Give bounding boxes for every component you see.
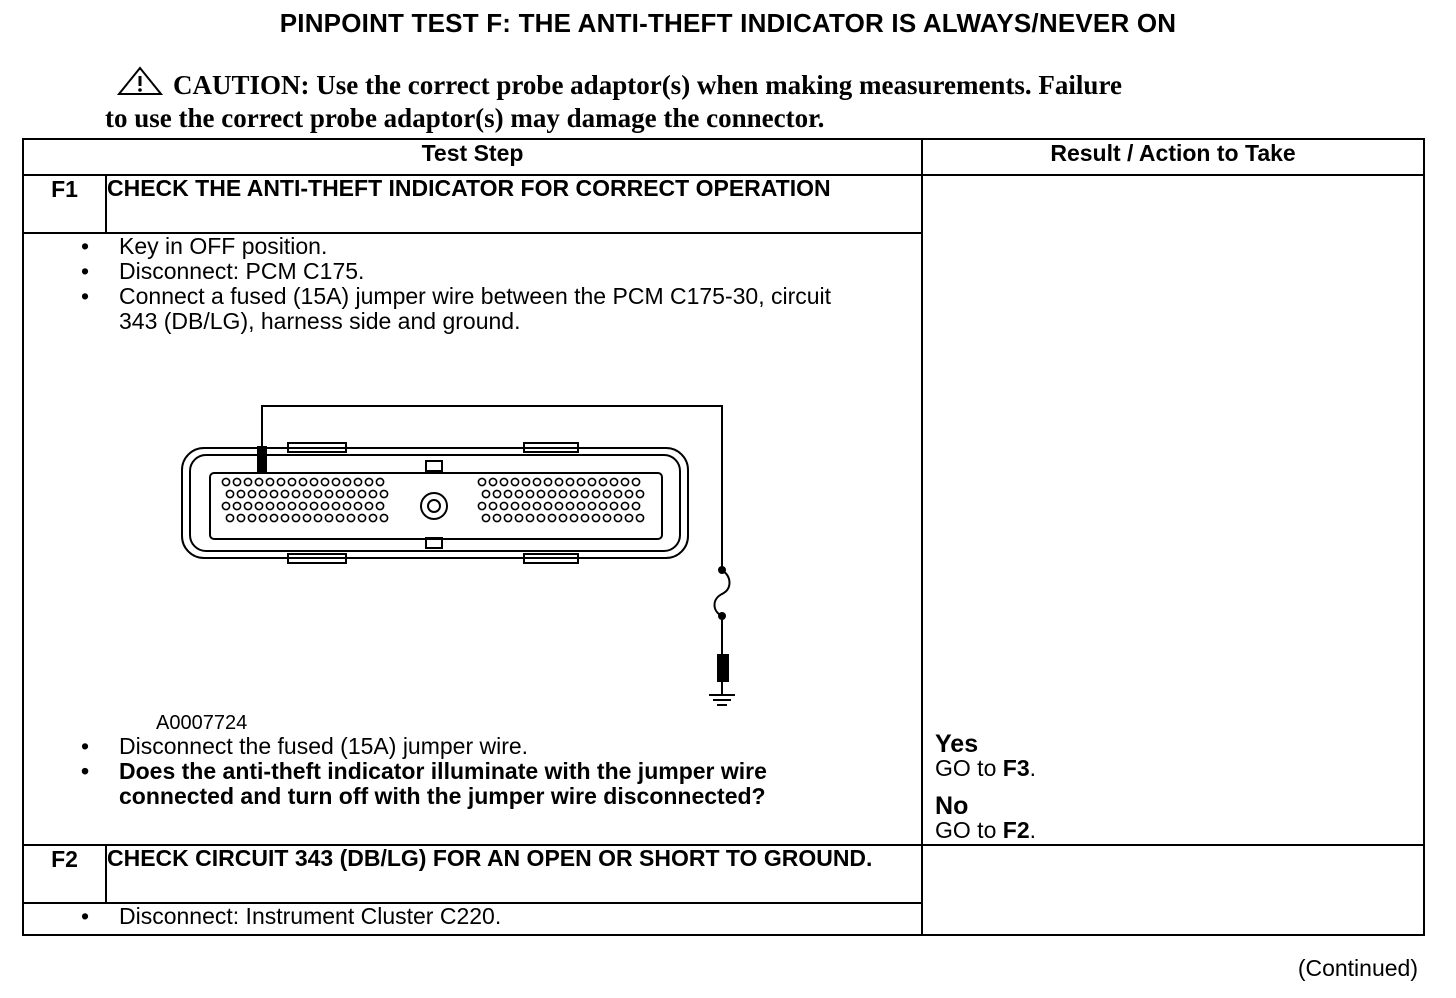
connector-pin (358, 514, 365, 521)
step-f2-title-row (23, 845, 1424, 903)
connector-pin (222, 502, 229, 509)
connector-pin (614, 514, 621, 521)
connector-pin (255, 502, 262, 509)
connector-pin (259, 490, 266, 497)
pinpoint-test-table (22, 138, 1425, 936)
connector-pin (588, 502, 595, 509)
connector-pin (369, 490, 376, 497)
connector-pin (599, 478, 606, 485)
step-instructions (24, 904, 921, 929)
connector-pin (248, 514, 255, 521)
connector-pin (292, 490, 299, 497)
connector-pin (277, 502, 284, 509)
connector-pin (548, 514, 555, 521)
result-no (935, 794, 1036, 842)
connector-pin (621, 502, 628, 509)
connector-pin (614, 490, 621, 497)
step-followup (24, 734, 921, 809)
step-f1-result (922, 175, 1424, 845)
connector-pin (237, 514, 244, 521)
connector-pin (533, 502, 540, 509)
continued-note: (Continued) (1297, 955, 1418, 981)
connector-pin (314, 490, 321, 497)
connector-pin (270, 514, 277, 521)
result-yes (935, 732, 1036, 780)
connector-pin (310, 502, 317, 509)
connector-pin (482, 514, 489, 521)
connector-pin (515, 514, 522, 521)
connector-pin (288, 478, 295, 485)
connector-pin (281, 514, 288, 521)
connector-pin (555, 478, 562, 485)
connector-pin (292, 514, 299, 521)
connector-pin (358, 490, 365, 497)
connector-pin (365, 478, 372, 485)
connector-pin (354, 478, 361, 485)
connector-pin (380, 514, 387, 521)
result-action: GO to F2. (935, 817, 1036, 843)
connector-pin (347, 514, 354, 521)
connector-pin (559, 490, 566, 497)
connector-pin (522, 478, 529, 485)
connector-pin (577, 478, 584, 485)
step-title: CHECK THE ANTI-THEFT INDICATOR FOR CORRECT OPERATION (106, 175, 922, 233)
connector-pin (504, 514, 511, 521)
connector-pin (566, 502, 573, 509)
connector-pin (555, 502, 562, 509)
connector-pin (493, 490, 500, 497)
connector-pin (321, 478, 328, 485)
connector-pin (504, 490, 511, 497)
connector-pin (325, 490, 332, 497)
connector-pin (244, 502, 251, 509)
result-answer: Yes (935, 730, 979, 758)
connector-pin (226, 490, 233, 497)
caution-line-1: Use the correct probe adaptor(s) when making measurements. Failure (316, 70, 1122, 100)
step-question: • Does the anti-theft indicator illuminate with the jumper wire connected and turn off with the jumper wire disconnected? (119, 759, 849, 809)
list-item: • Disconnect: PCM C175. (119, 259, 921, 284)
connector-pin (255, 478, 262, 485)
connector-pin (526, 514, 533, 521)
connector-jumper-svg (24, 334, 924, 734)
connector-pin (248, 490, 255, 497)
connector-pin (526, 490, 533, 497)
connector-pin (226, 514, 233, 521)
connector-pin (376, 478, 383, 485)
list-item: • Connect a fused (15A) jumper wire between the PCM C175-30, circuit 343 (DB/LG), harness side and ground. (119, 284, 849, 334)
connector-pin (237, 490, 244, 497)
connector-pin (259, 514, 266, 521)
pcm-connector-diagram (24, 334, 921, 734)
connector-pin (380, 490, 387, 497)
connector-pin (489, 478, 496, 485)
connector-pin (310, 478, 317, 485)
connector-pin (570, 490, 577, 497)
connector-pin (314, 514, 321, 521)
step-body (23, 903, 922, 935)
connector-pin (625, 514, 632, 521)
step-number: F1 (23, 175, 106, 233)
connector-pin (332, 502, 339, 509)
connector-pin (621, 478, 628, 485)
connector-pin (500, 478, 507, 485)
connector-pin (544, 478, 551, 485)
caution-line-2: to use the correct probe adaptor(s) may damage the connector. (105, 103, 825, 133)
connector-pin (270, 490, 277, 497)
connector-pin (277, 478, 284, 485)
connector-pin (625, 490, 632, 497)
connector-pin (336, 514, 343, 521)
caution-label: CAUTION: (173, 70, 310, 100)
connector-pin (636, 514, 643, 521)
result-action: GO to F3. (935, 755, 1036, 781)
figure-id: A0007724 (156, 712, 248, 734)
table-header-row (23, 139, 1424, 175)
step-body (23, 233, 922, 845)
step-instructions (24, 234, 921, 334)
connector-pin (581, 514, 588, 521)
connector-pin (537, 490, 544, 497)
connector-pin (281, 490, 288, 497)
connector-pin (493, 514, 500, 521)
connector-pin (288, 502, 295, 509)
connector-pin (566, 478, 573, 485)
connector-pin (299, 478, 306, 485)
header-test-step: Test Step (23, 139, 922, 175)
connector-pin (592, 490, 599, 497)
connector-pin (537, 514, 544, 521)
connector-pin (599, 502, 606, 509)
connector-pin (369, 514, 376, 521)
connector-pin (343, 478, 350, 485)
connector-pin (376, 502, 383, 509)
connector-pin (577, 502, 584, 509)
connector-pin (478, 502, 485, 509)
connector-pin (365, 502, 372, 509)
connector-pin (632, 478, 639, 485)
connector-pin (533, 478, 540, 485)
connector-pin (522, 502, 529, 509)
connector-pin (354, 502, 361, 509)
connector-pin (511, 478, 518, 485)
connector-pin (222, 478, 229, 485)
connector-pin (482, 490, 489, 497)
connector-pin (610, 478, 617, 485)
connector-pin (559, 514, 566, 521)
connector-pin (244, 478, 251, 485)
connector-pin (570, 514, 577, 521)
step-f1-title-row (23, 175, 1424, 233)
connector-pin (544, 502, 551, 509)
connector-pin (266, 478, 273, 485)
connector-pin (515, 490, 522, 497)
connector-pin (588, 478, 595, 485)
connector-pin (303, 514, 310, 521)
connector-pin (603, 514, 610, 521)
header-result: Result / Action to Take (922, 139, 1424, 175)
list-item: • Key in OFF position. (119, 234, 921, 259)
connector-pin (321, 502, 328, 509)
connector-pin (511, 502, 518, 509)
connector-pin (325, 514, 332, 521)
connector-pin (336, 490, 343, 497)
result-answer: No (935, 792, 969, 820)
connector-pin (299, 502, 306, 509)
list-item: • Disconnect the fused (15A) jumper wire. (119, 734, 921, 759)
connector-pin (233, 502, 240, 509)
step-title: CHECK CIRCUIT 343 (DB/LG) FOR AN OPEN OR SHORT TO GROUND. (106, 845, 922, 903)
connector-pin (632, 502, 639, 509)
caution-note (105, 66, 1335, 134)
connector-pin (636, 490, 643, 497)
connector-pin (548, 490, 555, 497)
connector-pin (343, 502, 350, 509)
connector-pin (610, 502, 617, 509)
connector-pin (489, 502, 496, 509)
connector-pin (332, 478, 339, 485)
step-f2-result (922, 845, 1424, 935)
list-item: • Disconnect: Instrument Cluster C220. (119, 904, 921, 929)
connector-pin (233, 478, 240, 485)
connector-pin (266, 502, 273, 509)
connector-pin (478, 478, 485, 485)
page-title: PINPOINT TEST F: THE ANTI-THEFT INDICATOR IS ALWAYS/NEVER ON (279, 8, 1177, 38)
connector-pin (347, 490, 354, 497)
warning-triangle-icon (117, 66, 163, 103)
connector-pin (303, 490, 310, 497)
connector-pin (500, 502, 507, 509)
connector-pin (603, 490, 610, 497)
step-number: F2 (23, 845, 106, 903)
connector-pin (581, 490, 588, 497)
connector-pin (592, 514, 599, 521)
